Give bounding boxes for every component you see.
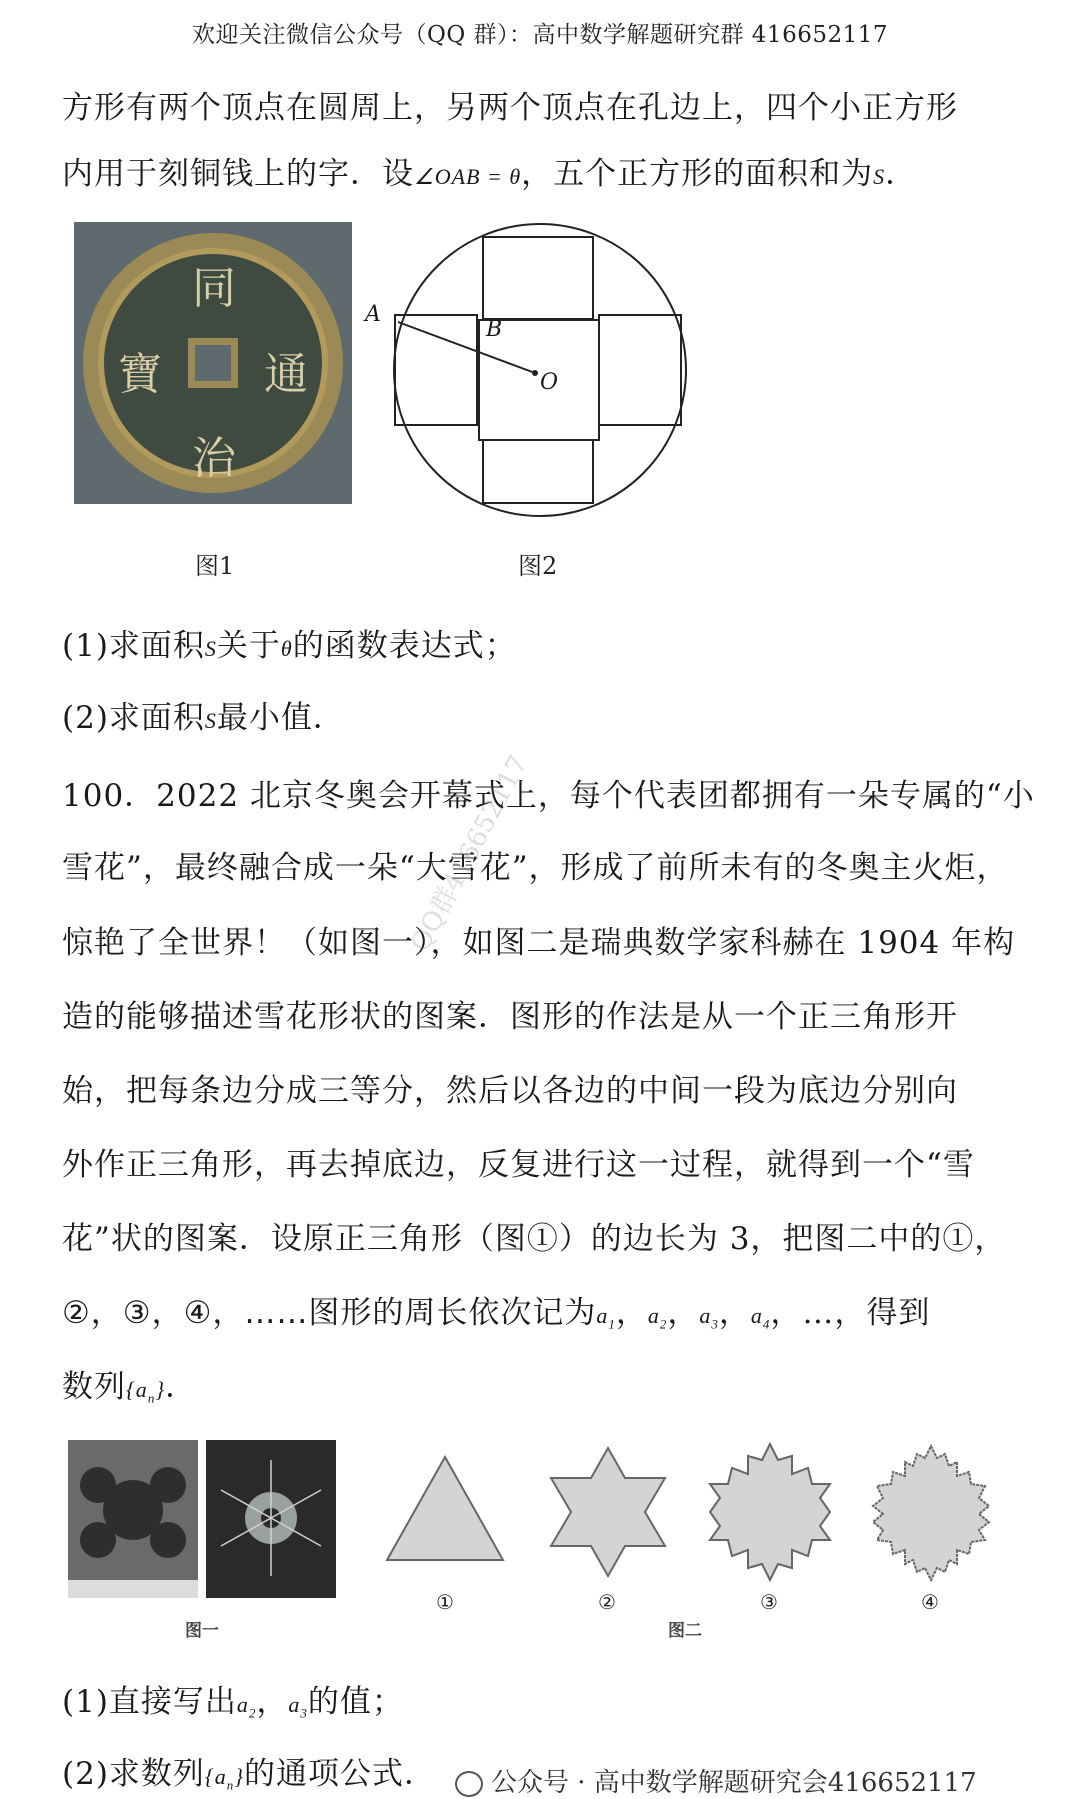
footer-text: 公众号 · 高中数学解题研究会416652117: [491, 1768, 977, 1798]
subscript: 3: [711, 1316, 719, 1332]
text-line: 始，把每条边分成三等分，然后以各边的中间一段为底边分别向: [62, 1073, 958, 1109]
math-seq: {a: [204, 1764, 227, 1789]
subscript: 3: [300, 1705, 308, 1721]
coin-char-top: 同: [192, 263, 236, 314]
figure-caption: 图2: [518, 552, 558, 580]
question-2: [62, 692, 345, 737]
label-b: B: [486, 317, 503, 342]
text-segment: 关于: [216, 628, 281, 664]
stage-label-4: ④: [921, 1590, 939, 1614]
text-line: [62, 1361, 197, 1406]
subscript: 4: [762, 1316, 771, 1332]
koch-stage-3: [704, 1440, 836, 1584]
math-seq: {a: [126, 1377, 148, 1402]
math-seq-close: }: [155, 1377, 166, 1402]
geometry-diagram: [365, 210, 690, 530]
text-line: 造的能够描述雪花形状的图案．图形的作法是从一个正三角形开: [62, 999, 958, 1035]
text-segment: 的通项公式．: [244, 1756, 437, 1792]
coin-image: [74, 222, 352, 504]
coin-char-bottom: 治: [192, 433, 236, 484]
math-theta: θ: [280, 636, 293, 661]
koch-stage-1: [382, 1452, 508, 1572]
snowflake-photo-1: [68, 1440, 198, 1598]
text-segment: 的函数表达式；: [292, 628, 517, 664]
math-s: S: [204, 708, 217, 733]
math-a1: a: [596, 1303, 609, 1328]
math-a3: a: [288, 1692, 301, 1717]
text-segment: ，五个正方形的面积和为: [521, 156, 874, 192]
math-seq-close: }: [234, 1764, 245, 1789]
label-a: A: [365, 302, 381, 327]
text-line: 100．2022 北京冬奥会开幕式上，每个代表团都拥有一朵专属的“小: [62, 778, 1035, 814]
stage-label-1: ①: [436, 1590, 454, 1614]
koch-stage-2: [545, 1444, 671, 1580]
label-o: O: [540, 370, 559, 395]
text-line: ②，③，④，……图形的周长依次记为$a_1$，$a_2$，$a_3$，$a_4$，…，得到: [62, 1295, 931, 1332]
math-s: S: [873, 164, 886, 189]
text-segment: ，…，得到: [770, 1295, 931, 1331]
text-segment: 内用于刻铜钱上的字．设: [62, 156, 414, 192]
question-4: [62, 1748, 436, 1793]
subscript: n: [226, 1777, 235, 1793]
text-segment: (2)求面积: [62, 700, 205, 736]
subscript: n: [147, 1390, 156, 1406]
text-segment: ．: [165, 1369, 198, 1405]
watermark-text: QQ群416652117: [405, 750, 534, 957]
stage-label-3: ③: [760, 1590, 778, 1614]
footer-attribution: [455, 1762, 977, 1799]
coin-char-right: 通: [264, 349, 308, 400]
text-line: 雪花”，最终融合成一朵“大雪花”，形成了前所未有的冬奥主火炬，: [62, 850, 1009, 886]
text-segment: (1)直接写出: [62, 1684, 237, 1720]
text-segment: ②，③，④，……图形的周长依次记为: [62, 1295, 597, 1331]
text-segment: 数列: [62, 1369, 126, 1405]
subscript: 2: [659, 1316, 668, 1332]
text-line: 花”状的图案．设原正三角形（图①）的边长为 3，把图二中的①，: [62, 1221, 1007, 1257]
math-a2: a: [647, 1303, 660, 1328]
snowflake-photo-2: [206, 1440, 336, 1598]
coin-char-left: 寶: [118, 349, 162, 400]
koch-stage-4: [865, 1440, 997, 1584]
figure-caption: 图一: [185, 1621, 219, 1641]
text-line: 惊艳了全世界！（如图一），如图二是瑞典数学家科赫在 1904 年构: [62, 925, 1016, 961]
text-line: [62, 148, 917, 193]
text-segment: (1)求面积: [62, 628, 205, 664]
question-1: [62, 620, 517, 665]
separator: ，: [256, 1684, 289, 1720]
text-segment: 最小值．: [216, 700, 345, 736]
text-segment: 的值；: [307, 1684, 404, 1720]
math-a4: a: [750, 1303, 763, 1328]
text-line: 外作正三角形，再去掉底边，反复进行这一过程，就得到一个“雪: [62, 1147, 975, 1183]
page-header: 欢迎关注微信公众号（QQ 群）：高中数学解题研究群 416652117: [191, 22, 889, 48]
math-s: S: [204, 636, 217, 661]
math-a3: a: [699, 1303, 712, 1328]
text-segment: ．: [885, 156, 918, 192]
figure-caption: 图1: [195, 552, 235, 580]
subscript: 1: [608, 1316, 616, 1332]
question-3: [62, 1676, 404, 1721]
stage-label-2: ②: [598, 1590, 616, 1614]
wechat-icon: [455, 1771, 483, 1797]
text-segment: (2)求数列: [62, 1756, 205, 1792]
subscript: 2: [248, 1705, 257, 1721]
figure-caption: 图二: [668, 1621, 702, 1641]
text-line: 方形有两个顶点在圆周上，另两个顶点在孔边上，四个小正方形: [62, 90, 958, 126]
math-angle: ∠OAB = θ: [414, 164, 522, 189]
math-a2: a: [236, 1692, 249, 1717]
